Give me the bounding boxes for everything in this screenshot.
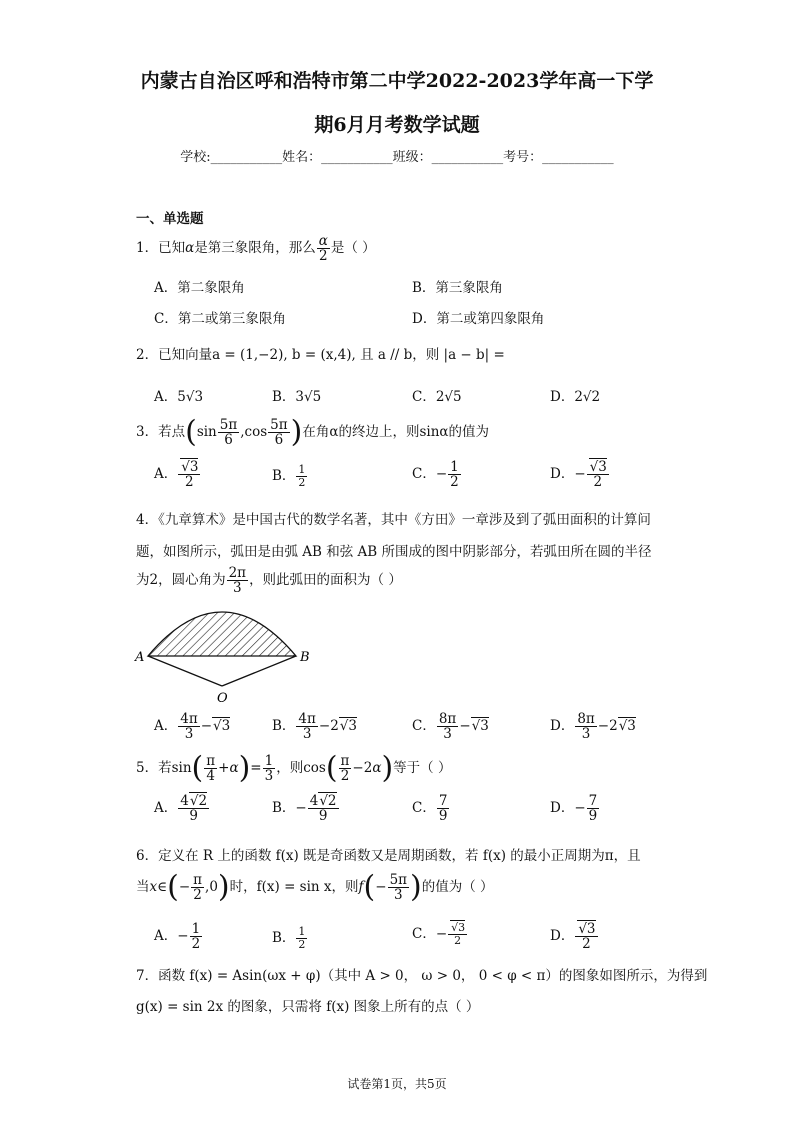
- q1-option-d: D．第二或第四象限角: [412, 311, 545, 327]
- q5-option-d: D．− $\frac{7}{9}$: [550, 793, 598, 825]
- q4-option-a: A． $\frac{4\pi}{3}$ −√3: [154, 711, 231, 743]
- q1-suffix: 是（ ）: [330, 240, 376, 257]
- q5-option-c: C． $\frac{7}{9}$: [412, 793, 448, 825]
- q1-mid: 是第三象限角，那么: [194, 240, 316, 257]
- q4-option-b: B． $\frac{4\pi}{3}$ −2√3: [272, 711, 357, 743]
- q3-option-b: B． $\frac{1}{2}$: [272, 463, 306, 489]
- question-2-stem: 2．已知向量a = (1,−2), b = (x,4), 且 a // b，则 |a − b| =: [136, 347, 505, 363]
- q1-option-b: B．第三象限角: [412, 280, 503, 296]
- q3-option-a: A． $\frac{√3}{2}$: [154, 459, 199, 491]
- q6-option-c: C．− $\frac{√3}{2}$: [412, 921, 466, 947]
- q5-option-a: A． $\frac{4√2}{9}$: [154, 793, 208, 825]
- q5-option-b: B．− $\frac{4√2}{9}$: [272, 793, 337, 825]
- q2-option-b: B．3√5: [272, 389, 322, 405]
- arc-field-diagram: [130, 598, 320, 710]
- page-title-line2: 期6月月考数学试题: [314, 114, 480, 136]
- q4-option-c: C． $\frac{8\pi}{3}$ −√3: [412, 711, 489, 743]
- label-b: B: [300, 650, 310, 665]
- radius-oa: [148, 656, 222, 686]
- question-4-line1: 4．《九章算术》是中国古代的数学名著，其中《方田》一章涉及到了弧田面积的计算问: [136, 512, 651, 528]
- q1-fraction: $\frac{\alpha}{2}$: [318, 233, 328, 265]
- question-6-line2: 当x∈(− $\frac{\pi}{2}$ ,0)时，f(x) = sin x，则f(− $\frac{5\pi}{3}$ )的值为（ ）: [136, 869, 494, 905]
- q2-option-c: C．2√5: [412, 389, 462, 405]
- shaded-segment: [148, 612, 296, 656]
- label-o: O: [217, 691, 228, 706]
- q3-option-d: D．− $\frac{√3}{2}$: [550, 459, 607, 491]
- q4-option-d: D． $\frac{8\pi}{3}$ −2√3: [550, 711, 636, 743]
- question-6-line1: 6．定义在 R 上的函数 f(x) 既是奇函数又是周期函数，若 f(x) 的最小正周期为π，且: [136, 848, 641, 864]
- section-heading: 一、单选题: [136, 211, 204, 227]
- q3-suffix: 在角α的终边上，则sinα的值为: [302, 424, 490, 441]
- question-7-line2: g(x) = sin 2x 的图象，只需将 f(x) 图象上所有的点（ ）: [136, 999, 480, 1015]
- q6-option-b: B． $\frac{1}{2}$: [272, 925, 306, 951]
- question-1-stem: 1．已知α是第三象限角，那么 $\frac{\alpha}{2}$ 是（ ）: [136, 233, 376, 265]
- question-5-stem: 5．若sin( $\frac{\pi}{4}$ +α)= $\frac{1}{3}$ ，则cos( $\frac{\pi}{2}$ −2α)等于（ ）: [136, 750, 452, 786]
- q3-prefix: 3．若点: [136, 424, 186, 441]
- question-4-line3: 为2，圆心角为 $\frac{2\pi}{3}$ ，则此弧田的面积为（ ）: [136, 565, 402, 597]
- page-title-line1: 内蒙古自治区呼和浩特市第二中学2022-2023学年高一下学: [140, 70, 654, 92]
- q3-option-c: C．− $\frac{1}{2}$: [412, 459, 459, 491]
- question-3-stem: 3．若点(sin $\frac{5\pi}{6}$ ,cos $\frac{5\pi}{6}$ )在角α的终边上，则sinα的值为: [136, 414, 490, 450]
- q1-option-c: C．第二或第三象限角: [154, 311, 286, 327]
- q2-option-d: D．2√2: [550, 389, 601, 405]
- q6-option-d: D． $\frac{√3}{2}$: [550, 921, 596, 953]
- question-7-line1: 7．函数 f(x) = Asin(ωx + φ)（其中 A > 0， ω > 0， 0 < φ < π）的图象如图所示，为得到: [136, 968, 708, 984]
- q2-option-a: A．5√3: [154, 389, 204, 405]
- question-4-line2: 题，如图所示，弧田是由弧 AB 和弦 AB 所围成的图中阴影部分，若弧田所在圆的半径: [136, 544, 652, 560]
- label-a: A: [135, 650, 145, 665]
- radius-ob: [222, 656, 296, 686]
- q6-option-a: A．− $\frac{1}{2}$: [154, 921, 201, 953]
- page-footer: 试卷第1页，共5页: [347, 1077, 447, 1091]
- q1-prefix: 1．已知: [136, 240, 186, 257]
- student-info-line: 学校:___________姓名：___________班级：___________考号：___________: [180, 150, 614, 165]
- q1-option-a: A．第二象限角: [154, 280, 245, 296]
